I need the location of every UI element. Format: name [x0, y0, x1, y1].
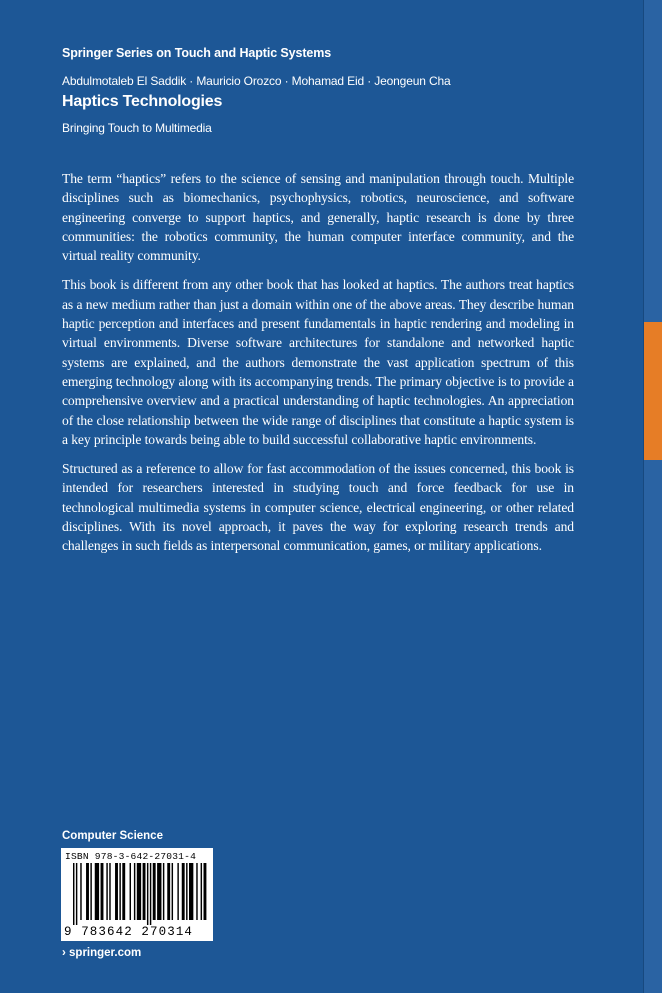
barcode-bar [134, 863, 135, 920]
barcode-bar [150, 863, 151, 925]
barcode-bar [86, 863, 89, 920]
barcode-bar [172, 863, 173, 920]
barcode-bar [201, 863, 202, 920]
barcode-bar [147, 863, 148, 925]
barcode-bar [101, 863, 104, 920]
barcode-bar [73, 863, 74, 925]
blurb-text [62, 169, 574, 566]
barcode-bar [130, 863, 131, 920]
barcode-bar [189, 863, 193, 920]
barcode-bar [137, 863, 141, 920]
barcode-bar [163, 863, 164, 920]
barcode-bar [76, 863, 77, 925]
barcode-bar [204, 863, 207, 920]
barcode-bar [196, 863, 197, 920]
barcode-bar [115, 863, 118, 920]
orange-color-tab [644, 322, 662, 460]
barcode-bar [80, 863, 81, 920]
barcode-bar [119, 863, 120, 920]
barcode-bar [186, 863, 187, 920]
barcode-bar [153, 863, 156, 920]
barcode-bar [109, 863, 110, 920]
blurb-paragraph: The term “haptics” refers to the science of sensing and manipulation through touch. Multiple disciplines such as biomechanics, psychophysics, robotics, neuroscience, and software engineering converge to support haptics, and generally, haptic research is done by three communities: the robotics community, the human computer interface community, and the virtual reality community. [62, 171, 574, 264]
barcode-bar [143, 863, 146, 920]
subject-category: Computer Science [62, 830, 163, 842]
blurb-paragraph: Structured as a reference to allow for fast accommodation of the issues concerned, this book is intended for researchers interested in studying touch and force feedback for use in technological multimedia systems in computer science, electrical engineering, or other related disciplines. With its novel approach, it paves the way for exploring research trends and challenges in such fields as interpersonal communication, games, or military applications. [62, 461, 574, 554]
book-subtitle: Bringing Touch to Multimedia [62, 121, 212, 135]
book-title: Haptics Technologies [62, 93, 223, 110]
barcode-bar [90, 863, 91, 920]
barcode-bar [95, 863, 99, 920]
blurb-paragraph: This book is different from any other book that has looked at haptics. The authors treat haptics as a new medium rather than just a domain within one of the above areas. They describe human haptic perception and interfaces and present fundamentals in haptic rendering and modeling in virtual environments. Diverse software architectures for standalone and networked haptic systems are explained, and the authors demonstrate the vast application spectrum of this emerging technology along with its accompanying trends. The primary objective is to provide a comprehensive overview and a practical understanding of haptic technologies. An appreciation of the close relationship between the wide range of disciplines that constitute a haptic system is a key principle towards being able to build successful collaborative haptic environments. [62, 277, 574, 447]
barcode-bar [167, 863, 170, 920]
series-title: Springer Series on Touch and Haptic Systems [62, 46, 332, 60]
isbn-barcode [61, 848, 213, 941]
ean-digits: 9 783642 270314 [64, 925, 194, 939]
barcode-bar [177, 863, 178, 920]
barcode-bar [157, 863, 161, 920]
barcode-bar [122, 863, 125, 920]
spine-edge [643, 0, 662, 993]
barcode-bars [73, 863, 209, 925]
barcode-bar [106, 863, 107, 920]
isbn-label: ISBN 978-3-642-27031-4 [65, 851, 197, 862]
authors-line: Abdulmotaleb El Saddik · Mauricio Orozco · Mohamad Eid · Jeongeun Cha [62, 74, 451, 88]
publisher-website: › springer.com [62, 947, 142, 959]
barcode-bar [182, 863, 185, 920]
